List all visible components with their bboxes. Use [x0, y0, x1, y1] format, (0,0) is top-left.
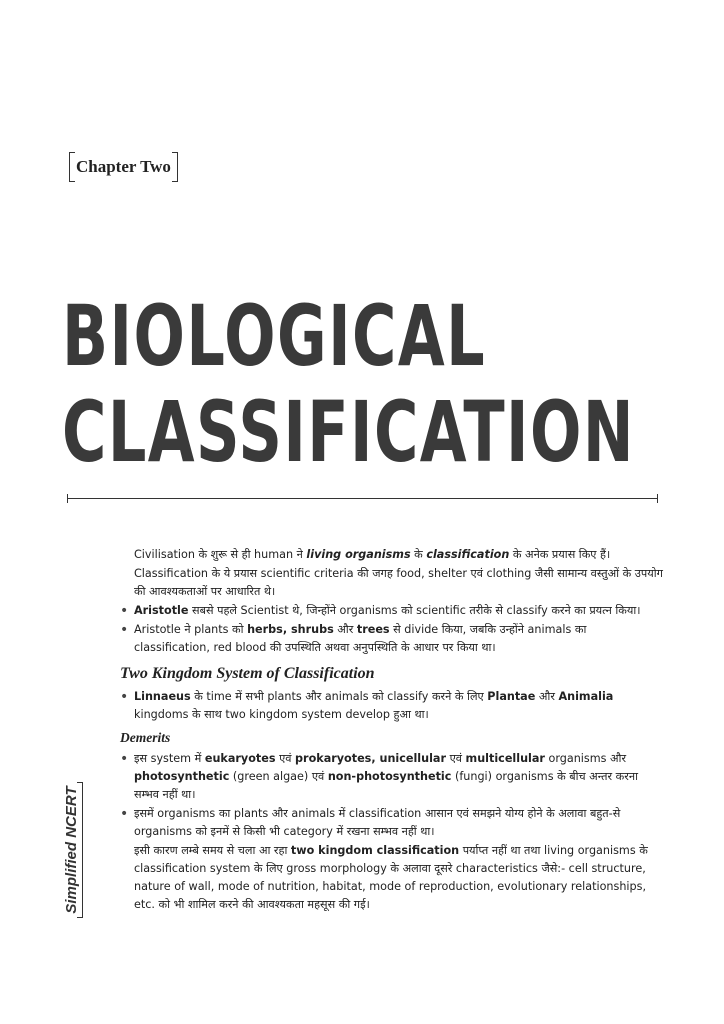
- text-run: kingdoms के साथ two kingdom system develop हुआ था।: [134, 708, 429, 721]
- text-run: सबसे पहले Scientist थे, जिन्होंने organisms को scientific तरीके से classify करने का प्रयत्न किया।: [188, 604, 641, 617]
- bullet-linnaeus: [120, 688, 665, 724]
- intro-paragraph-1: [120, 546, 665, 564]
- text-run: एवं: [275, 752, 296, 765]
- bold-text: herbs, shrubs: [247, 623, 334, 636]
- bold-text: Animalia: [558, 690, 614, 703]
- text-run: इसी कारण लम्बे समय से चला आ रहा: [134, 844, 291, 857]
- bold-text: multicellular: [465, 752, 545, 765]
- section-heading-two-kingdom: Two Kingdom System of Classification: [120, 665, 375, 682]
- bold-text: Aristotle: [134, 604, 189, 617]
- text-run: पर्याप्त नहीं था तथा living organisms के classification system के लिए gross morphology के अलावा दूसरे characteristics जैसे:- cell structure, nature of wall, mode of nutrition, habitat, mode of reproduction, evolutionary relationships, etc. को भी शामिल करने की आवश्यकता महसूस की गई।: [134, 844, 648, 911]
- bold-text: trees: [356, 623, 390, 636]
- text-run: (fungi) organisms के बीच अन्तर करना सम्भव नहीं था।: [134, 770, 638, 801]
- text-run: के time में सभी plants और animals को classify करने के लिए: [190, 690, 488, 703]
- title-divider: [67, 498, 658, 499]
- text-run: के अनेक प्रयास किए हैं।: [509, 548, 611, 561]
- emphasis-text: classification: [426, 548, 510, 561]
- text-run: के: [410, 548, 427, 561]
- text-run: इस system में: [134, 752, 205, 765]
- bullet-demerit-distinction: [120, 750, 665, 804]
- emphasis-text: living organisms: [306, 548, 411, 561]
- bold-text: Plantae: [487, 690, 536, 703]
- bullet-demerit-category: • इसमें organisms का plants और animals में classification आसान एवं समझने योग्य होने के अलावा बहुत-से organisms को इनमें से किसी भी category में रखना सम्भव नहीं था।: [120, 805, 665, 841]
- text-run: (green algae) एवं: [229, 770, 328, 783]
- side-label-text: Simplified NCERT: [63, 786, 80, 914]
- bold-text: prokaryotes, unicellular: [295, 752, 447, 765]
- text-run: organisms और: [544, 752, 627, 765]
- bullet-aristotle-plants: [120, 621, 665, 657]
- text-run: Aristotle ने plants को: [134, 623, 248, 636]
- text-run: Civilisation के शुरू से ही human ने: [134, 548, 307, 561]
- demerits-conclusion: [120, 842, 665, 914]
- text-run: और: [333, 623, 357, 636]
- intro-paragraph-2: Classification के ये प्रयास scientific criteria की जगह food, shelter एवं clothing जैसी सामान्य वस्तुओं के उपयोग की आवश्यकताओं पर आधारित थे।: [134, 567, 663, 598]
- chapter-title: [62, 288, 635, 480]
- text-run: एवं: [446, 752, 466, 765]
- bullet-aristotle-scientist: [120, 602, 665, 620]
- bold-text: Linnaeus: [134, 690, 191, 703]
- chapter-body: [120, 546, 665, 915]
- text-run: से divide किया, जबकि उन्होंने animals का classification, red blood की उपस्थिति अथवा अनुपस्थिति के आधार पर किया था।: [134, 623, 587, 654]
- text-run: और: [535, 690, 559, 703]
- side-label: [62, 782, 86, 918]
- bold-text: non-photosynthetic: [327, 770, 452, 783]
- side-label-bracket: [82, 782, 83, 918]
- bold-text: photosynthetic: [134, 770, 230, 783]
- bold-text: eukaryotes: [204, 752, 276, 765]
- chapter-title-line-2: CLASSIFICATION: [62, 383, 635, 481]
- bold-text: two kingdom classification: [290, 844, 460, 857]
- chapter-title-line-1: BIOLOGICAL: [62, 287, 487, 385]
- chapter-label: [69, 152, 178, 182]
- chapter-label-text: Chapter Two: [76, 157, 171, 176]
- section-heading-demerits: Demerits: [120, 730, 171, 745]
